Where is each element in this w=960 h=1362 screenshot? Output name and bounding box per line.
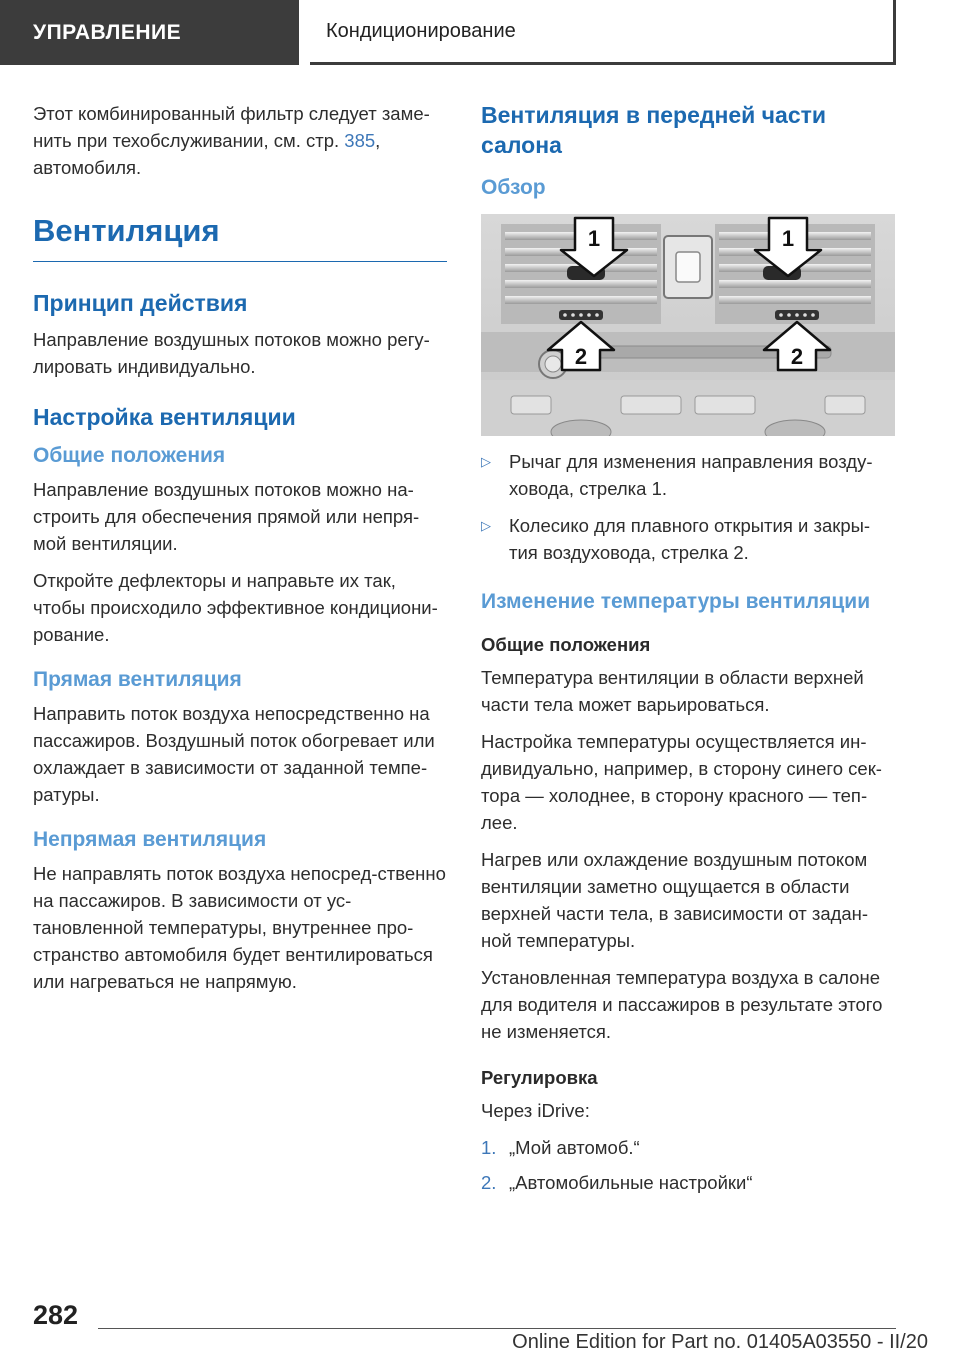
temp-text-4: Установленная температура воздуха в салоне для водителя и пассажиров в результате этого не изменяется. — [481, 967, 883, 1042]
arrow-1-left-label: 1 — [587, 226, 601, 251]
list-item — [481, 1134, 895, 1161]
right-column — [481, 100, 895, 1204]
direct-text: Направить поток воздуха непосредственно на пассажиров. Воздушный поток обогревает или охлаждает в зависимости от заданной темпе-ратуры. — [33, 703, 435, 805]
page-link-385[interactable]: 385 — [344, 130, 376, 151]
list-item — [481, 512, 895, 566]
direct-heading: Прямая вентиляция — [33, 668, 242, 691]
intro-text-end: , автомобиля. — [33, 130, 381, 178]
list-item — [481, 448, 895, 502]
arrow-2-left-label: 2 — [574, 344, 588, 369]
list-item-text: Рычаг для изменения направления возду-ховода, стрелка 1. — [509, 451, 873, 499]
header-chapter — [310, 0, 896, 65]
section-title: Вентиляция — [33, 213, 447, 262]
indirect-heading: Непрямая вентиляция — [33, 828, 267, 851]
temp-text-2: Настройка температуры осуществляется ин-дивидуально, например, в сторону синего сек-тора — холоднее, в сторону красного — теп-лее. — [481, 731, 882, 833]
header-chapter-label: Кондиционирование — [326, 19, 516, 42]
header-section — [0, 0, 299, 65]
temp-text-3: Нагрев или охлаждение воздушным потоком вентиляции заметно ощущается в области верхней части тела, в зависимости от задан-ной температуры. — [481, 849, 869, 951]
left-column — [33, 100, 447, 1005]
step-text: „Мой автомоб.“ — [509, 1137, 640, 1158]
temp-general-heading: Общие положения — [481, 634, 651, 655]
settings-heading: Настройка вентиляции — [33, 404, 296, 430]
arrow-2-right-label: 2 — [790, 344, 804, 369]
header-section-label: УПРАВЛЕНИЕ — [33, 20, 182, 44]
temp-heading: Изменение температуры вентиляции — [481, 590, 871, 613]
temp-text-1: Температура вентиляции в области верхней части тела может варьироваться. — [481, 667, 864, 715]
footer-edition: Online Edition for Part no. 01405A03550 - II/20 — [512, 1331, 928, 1353]
overview-heading: Обзор — [481, 176, 546, 199]
adjust-via: Через iDrive: — [481, 1100, 590, 1121]
front-vent-heading: Вентиляция в передней части салона — [481, 102, 827, 158]
indirect-text: Не направлять поток воздуха непосред-ственно на пассажиров. В зависимости от ус-тановленной температуры, внутреннее про-странство автомобиля будет вентилироваться или нагреваться не напрямую. — [33, 863, 446, 992]
general-heading: Общие положения — [33, 444, 226, 467]
left-thumbwheel — [559, 310, 603, 320]
step-number: 2. — [481, 1172, 497, 1193]
triangle-bullet-icon: ▷ — [481, 454, 491, 469]
general-text-1: Направление воздушных потоков можно на-строить для обеспечения прямой или непря-мой вентиляции. — [33, 479, 420, 554]
intro-text: Этот комбинированный фильтр следует заме-нить при техобслуживании, см. стр. — [33, 103, 430, 151]
vent-figure — [481, 214, 895, 436]
page-number: 282 — [33, 1300, 79, 1330]
principle-text: Направление воздушных потоков можно регу-лировать индивидуально. — [33, 329, 430, 377]
right-thumbwheel — [775, 310, 819, 320]
list-item-text: Колесико для плавного открытия и закры-тия воздуховода, стрелка 2. — [509, 515, 871, 563]
adjust-steps — [481, 1134, 895, 1196]
figure-legend — [481, 448, 895, 566]
intro-paragraph — [33, 100, 447, 181]
principle-heading: Принцип действия — [33, 290, 248, 316]
step-text: „Автомобильные настройки“ — [509, 1172, 753, 1193]
step-number: 1. — [481, 1137, 497, 1158]
list-item — [481, 1169, 895, 1196]
footer-divider — [98, 1328, 896, 1329]
general-text-2: Откройте дефлекторы и направьте их так, чтобы происходило эффективное кондициони-рование. — [33, 570, 438, 645]
arrow-1-right-label: 1 — [781, 226, 795, 251]
triangle-bullet-icon: ▷ — [481, 518, 491, 533]
adjust-heading: Регулировка — [481, 1067, 598, 1088]
